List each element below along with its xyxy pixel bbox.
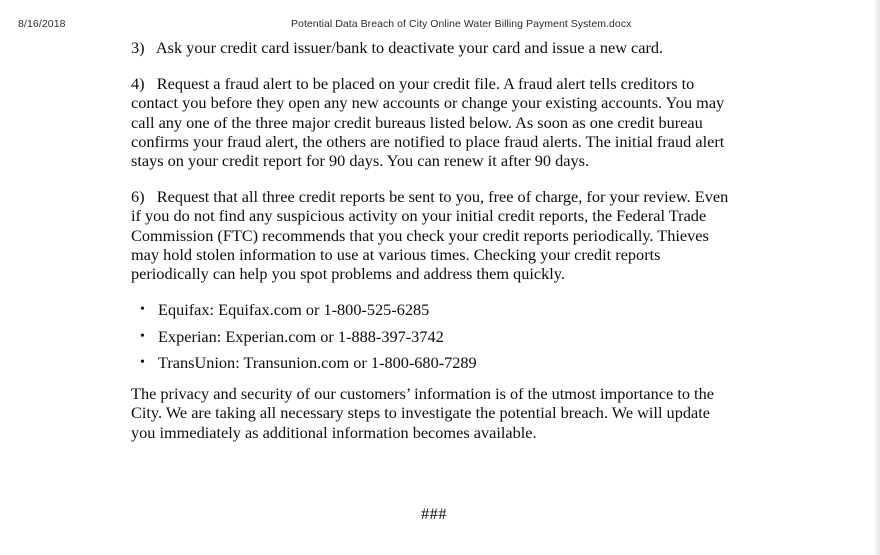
document-body	[131, 38, 737, 442]
list-marker-space	[145, 74, 157, 93]
list-marker: 6)	[131, 187, 145, 207]
list-marker: 4)	[131, 74, 145, 94]
bullet-icon: •	[140, 355, 145, 371]
list-item	[131, 353, 737, 372]
credit-bureau-list	[131, 300, 737, 372]
list-item-label: Equifax: Equifax.com or 1-800-525-6285	[158, 300, 430, 320]
closing-paragraph: The privacy and security of our customers’ information is of the utmost importance to the City. We are taking all necessary steps to investigate the potential breach. We will update you immediately as additional information becomes available.	[131, 384, 714, 442]
numbered-item-text: Ask your credit card issuer/bank to deactivate your card and issue a new card.	[155, 38, 664, 57]
numbered-item	[131, 38, 737, 57]
numbered-item-text: Request a fraud alert to be placed on your credit file. A fraud alert tells creditors to contact you before they open any new accounts or change your existing accounts. You may call any one of the three major credit bureaus listed below. As soon as one credit bureau confirms your fraud alert, the others are notified to place fraud alerts. The initial fraud alert stays on your credit report for 90 days. You can renew it after 90 days.	[131, 74, 725, 171]
bullet-icon: •	[140, 328, 145, 344]
header-document-title: Potential Data Breach of City Online Water Billing Payment System.docx	[291, 18, 632, 30]
list-marker: 3)	[131, 38, 145, 57]
list-item	[131, 300, 737, 319]
list-item-label: TransUnion: Transunion.com or 1-800-680-7289	[158, 353, 477, 373]
header-date: 8/16/2018	[18, 18, 66, 30]
list-marker-space	[145, 38, 156, 57]
list-marker-space	[145, 187, 157, 206]
bullet-icon: •	[140, 302, 145, 318]
list-item	[131, 327, 737, 346]
numbered-item-text: Request that all three credit reports be sent to you, free of charge, for your review. Even if you do not find any suspicious activity on your initial credit reports, the Federal Trade Commission (FTC) recommends that you check your credit reports periodically. Thieves may hold stolen information to use at various times. Checking your credit reports periodically can help you spot problems and address them quickly.	[131, 187, 729, 284]
numbered-item	[131, 74, 737, 170]
end-of-document-marker: ###	[421, 504, 447, 523]
numbered-item	[131, 187, 737, 283]
list-item-label: Experian: Experian.com or 1-888-397-3742	[158, 326, 444, 346]
page-edge-shadow	[873, 0, 880, 555]
document-running-header	[0, 18, 880, 34]
